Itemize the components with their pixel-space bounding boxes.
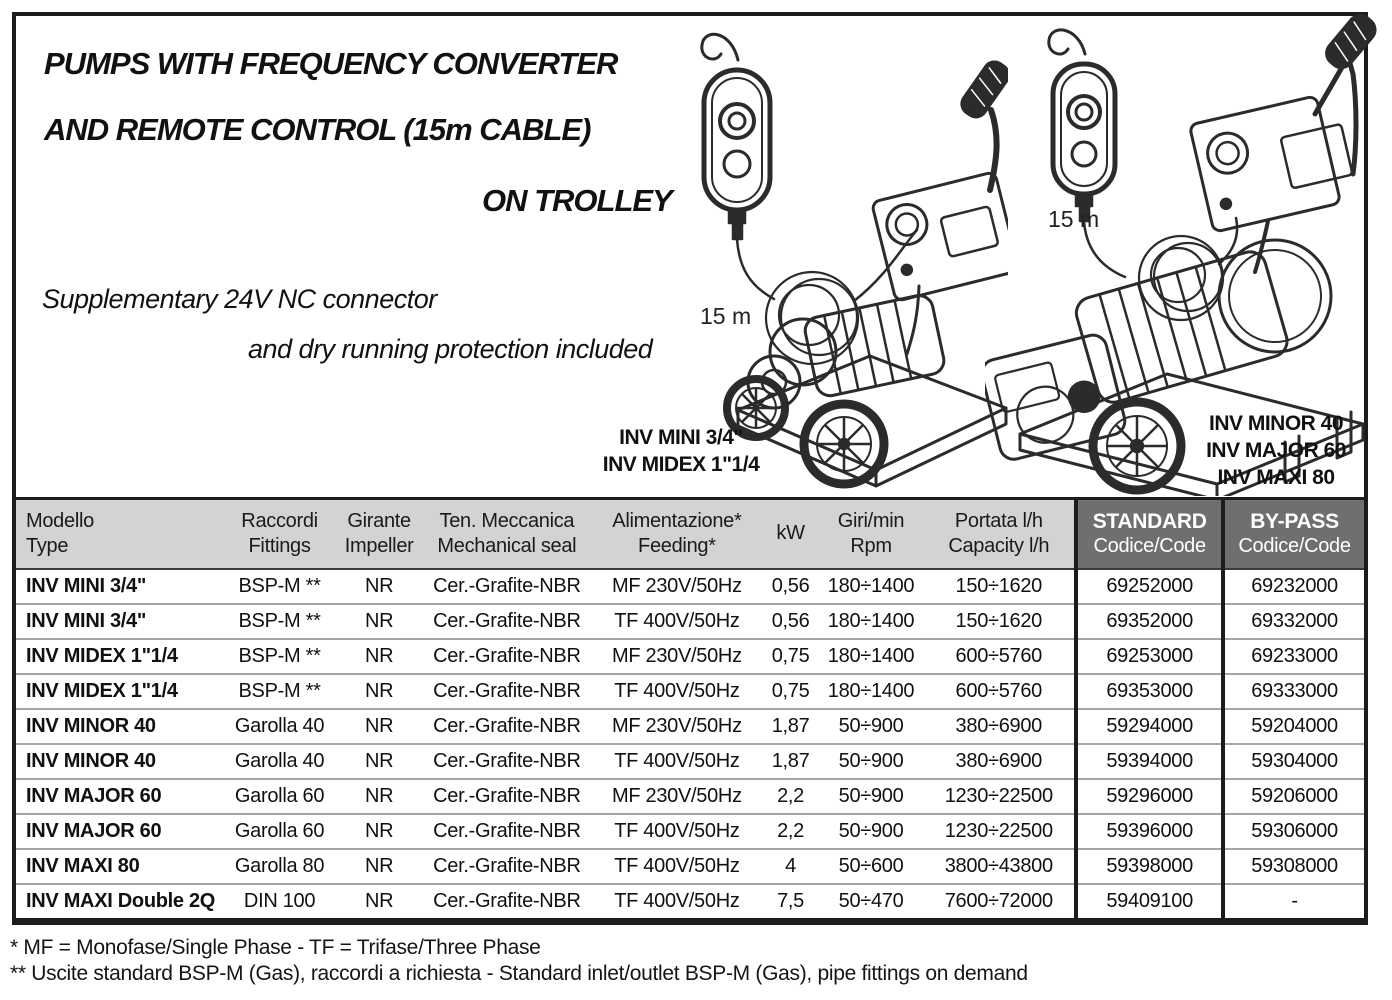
col-header-kw: kW — [762, 499, 818, 569]
table-cell: Cer.-Grafite-NBR — [422, 779, 591, 814]
spec-table — [12, 497, 1368, 922]
table-cell: 50÷900 — [819, 814, 924, 849]
col-header-alimentazione: Alimentazione* Feeding* — [591, 499, 762, 569]
table-row — [14, 744, 1366, 779]
table-cell: NR — [336, 709, 423, 744]
table-cell: 50÷470 — [819, 884, 924, 920]
table-cell: Cer.-Grafite-NBR — [422, 814, 591, 849]
model-line: INV MINI 3/4" — [619, 426, 743, 449]
table-cell: INV MAXI 80 — [14, 849, 223, 884]
table-cell: 50÷900 — [819, 709, 924, 744]
table-cell: NR — [336, 744, 423, 779]
table-cell: TF 400V/50Hz — [591, 884, 762, 920]
table-cell: 59296000 — [1076, 779, 1223, 814]
col-header-bypass-code: BY-PASS Codice/Code — [1223, 499, 1366, 569]
table-cell: 59398000 — [1076, 849, 1223, 884]
table-cell: TF 400V/50Hz — [591, 814, 762, 849]
table-cell: TF 400V/50Hz — [591, 674, 762, 709]
table-cell: Garolla 40 — [223, 709, 336, 744]
table-row — [14, 779, 1366, 814]
table-cell: INV MINI 3/4" — [26, 574, 147, 597]
table-cell: 4 — [762, 849, 818, 884]
cable-length-label-right: 15 m — [1048, 206, 1100, 232]
table-cell: Cer.-Grafite-NBR — [422, 744, 591, 779]
col-header-girante: Girante Impeller — [336, 499, 423, 569]
table-cell: Garolla 60 — [223, 779, 336, 814]
table-cell: TF 400V/50Hz — [591, 849, 762, 884]
spec-table-body — [14, 569, 1366, 920]
col-header-raccordi: Raccordi Fittings — [223, 499, 336, 569]
table-cell: 59304000 — [1223, 744, 1366, 779]
table-cell: 69252000 — [1076, 569, 1223, 604]
table-cell: - — [1223, 884, 1366, 920]
model-line: INV MAJOR 60 — [1206, 439, 1346, 462]
table-cell: Cer.-Grafite-NBR — [433, 574, 581, 597]
table-cell: 59308000 — [1223, 849, 1366, 884]
col-header-portata: Portata l/h Capacity l/h — [923, 499, 1076, 569]
table-cell: BSP-M ** — [223, 604, 336, 639]
table-cell: 69232000 — [1223, 569, 1366, 604]
table-cell: BSP-M ** — [223, 674, 336, 709]
table-cell: 3800÷43800 — [923, 849, 1076, 884]
table-cell: Cer.-Grafite-NBR — [422, 849, 591, 884]
table-cell: 2,2 — [762, 814, 818, 849]
table-cell: Garolla 80 — [223, 849, 336, 884]
table-cell: 1230÷22500 — [923, 814, 1076, 849]
table-cell: Garolla 40 — [223, 744, 336, 779]
cable-coil-icon — [1084, 218, 1237, 320]
table-cell: Cer.-Grafite-NBR — [422, 674, 591, 709]
table-cell: 0,56 — [762, 604, 818, 639]
table-cell: DIN 100 — [223, 884, 336, 920]
table-cell: 59294000 — [1076, 709, 1223, 744]
col-header-meccanica: Ten. Meccanica Mechanical seal — [422, 499, 591, 569]
table-cell: 7,5 — [762, 884, 818, 920]
table-row — [14, 849, 1366, 884]
table-cell: MF 230V/50Hz — [591, 779, 762, 814]
table-cell: INV MAJOR 60 — [14, 779, 223, 814]
table-cell: Cer.-Grafite-NBR — [422, 884, 591, 920]
table-cell: NR — [336, 674, 423, 709]
table-cell: Garolla 60 — [223, 814, 336, 849]
table-row — [14, 884, 1366, 920]
table-cell: 59394000 — [1076, 744, 1223, 779]
table-cell: NR — [336, 884, 423, 920]
model-line: INV MAXI 80 — [1217, 466, 1335, 489]
cable-coil-icon — [737, 230, 917, 364]
table-cell: 50÷900 — [819, 744, 924, 779]
table-cell: Cer.-Grafite-NBR — [422, 709, 591, 744]
trolley-handle-icon — [1255, 14, 1377, 272]
table-cell: MF 230V/50Hz — [591, 709, 762, 744]
table-cell: INV MAJOR 60 — [14, 814, 223, 849]
table-row — [14, 569, 1366, 604]
table-cell: MF 230V/50Hz — [591, 639, 762, 674]
table-cell: 1,87 — [762, 709, 818, 744]
table-cell: INV MINOR 40 — [14, 744, 223, 779]
page-title-line-2: AND REMOTE CONTROL (15m CABLE) — [44, 112, 591, 147]
footnote-2: ** Uscite standard BSP-M (Gas), raccordi a richiesta - Standard inlet/outlet BSP-M (Gas), pipe fittings on demand — [10, 962, 1028, 985]
trolley-wheel-icon — [1093, 402, 1181, 490]
table-header-row — [14, 499, 1366, 569]
table-cell: INV MAXI Double 2Q — [14, 884, 223, 920]
remote-pendant-icon — [1049, 30, 1115, 221]
table-cell: 180÷1400 — [827, 574, 915, 597]
table-cell: 50÷600 — [819, 849, 924, 884]
control-box-icon — [1189, 92, 1358, 232]
table-cell: 50÷900 — [819, 779, 924, 814]
table-cell: 600÷5760 — [923, 674, 1076, 709]
model-line: INV MIDEX 1"1/4 — [602, 453, 760, 476]
table-cell: NR — [336, 814, 423, 849]
table-cell: 1230÷22500 — [923, 779, 1076, 814]
col-header-giri: Giri/min Rpm — [819, 499, 924, 569]
table-cell: 7600÷72000 — [923, 884, 1076, 920]
table-cell: 69352000 — [1076, 604, 1223, 639]
table-cell: 180÷1400 — [819, 674, 924, 709]
subtitle-line-2: and dry running protection included — [248, 334, 653, 364]
table-cell: 150÷1620 — [923, 604, 1076, 639]
col-header-modello: Modello Type — [14, 499, 223, 569]
table-cell: 180÷1400 — [819, 604, 924, 639]
table-cell: BSP-M ** — [238, 574, 321, 597]
table-cell: 69233000 — [1223, 639, 1366, 674]
table-cell: 0,75 — [762, 639, 818, 674]
table-cell: 69333000 — [1223, 674, 1366, 709]
table-cell: INV MIDEX 1"1/4 — [14, 639, 223, 674]
table-cell: BSP-M ** — [223, 639, 336, 674]
model-label-right — [1200, 410, 1352, 491]
table-cell: 0,56 — [771, 574, 810, 597]
table-cell: 69253000 — [1076, 639, 1223, 674]
table-cell: 69332000 — [1223, 604, 1366, 639]
table-cell: Cer.-Grafite-NBR — [422, 639, 591, 674]
table-cell: INV MIDEX 1"1/4 — [14, 674, 223, 709]
table-cell: 2,2 — [762, 779, 818, 814]
table-cell: 1,87 — [762, 744, 818, 779]
remote-pendant-icon — [702, 34, 770, 239]
table-cell: NR — [336, 639, 423, 674]
table-row — [14, 604, 1366, 639]
table-cell: 380÷6900 — [923, 744, 1076, 779]
table-cell: NR — [336, 604, 423, 639]
table-row — [14, 709, 1366, 744]
table-cell: 180÷1400 — [819, 639, 924, 674]
table-cell: INV MINI 3/4" — [14, 604, 223, 639]
model-label-left — [592, 424, 770, 478]
table-cell: 59409100 — [1076, 884, 1223, 920]
table-cell: TF 400V/50Hz — [591, 604, 762, 639]
subtitle-line-1: Supplementary 24V NC connector — [42, 284, 437, 314]
model-line: INV MINOR 40 — [1208, 412, 1344, 435]
table-row — [14, 814, 1366, 849]
table-cell: TF 400V/50Hz — [591, 744, 762, 779]
page-title-line-1: PUMPS WITH FREQUENCY CONVERTER — [44, 46, 618, 81]
table-cell: 59206000 — [1223, 779, 1366, 814]
page-title-line-3: ON TROLLEY — [482, 183, 672, 218]
pump-trolley-left-illustration — [588, 18, 1008, 492]
table-cell: 150÷1620 — [955, 574, 1042, 597]
table-cell: INV MINOR 40 — [14, 709, 223, 744]
table-cell: Cer.-Grafite-NBR — [422, 604, 591, 639]
table-row — [14, 674, 1366, 709]
table-cell: 59396000 — [1076, 814, 1223, 849]
table-cell: 380÷6900 — [923, 709, 1076, 744]
footnote-1: * MF = Monofase/Single Phase - TF = Trifase/Three Phase — [10, 936, 541, 959]
table-row — [14, 639, 1366, 674]
cable-length-label-left: 15 m — [700, 303, 752, 329]
table-cell: 59204000 — [1223, 709, 1366, 744]
table-cell: 69353000 — [1076, 674, 1223, 709]
table-cell: 600÷5760 — [923, 639, 1076, 674]
table-cell: MF 230V/50Hz — [611, 574, 742, 597]
table-cell: NR — [336, 849, 423, 884]
table-cell: NR — [336, 779, 423, 814]
table-cell: 59306000 — [1223, 814, 1366, 849]
table-cell: NR — [364, 574, 394, 597]
table-cell: 0,75 — [762, 674, 818, 709]
col-header-standard-code: STANDARD Codice/Code — [1076, 499, 1223, 569]
